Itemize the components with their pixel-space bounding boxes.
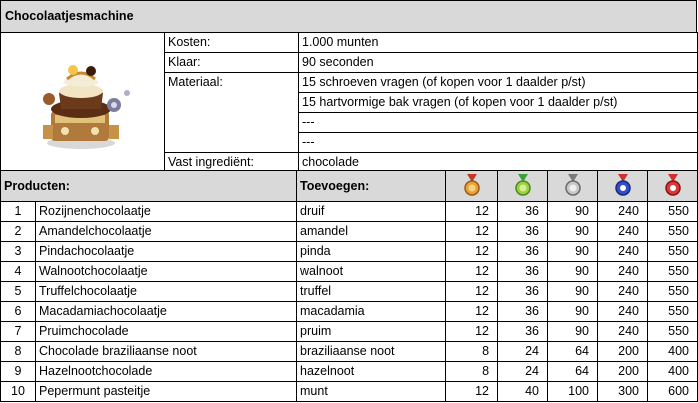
red-medal-icon <box>665 174 681 200</box>
medal-quantity: 64 <box>548 342 598 362</box>
table-row <box>1 262 698 282</box>
medal-quantity: 550 <box>648 242 698 262</box>
medal-quantity: 36 <box>498 222 548 242</box>
table-row <box>1 202 698 222</box>
row-number: 4 <box>1 262 36 282</box>
material-2: 15 hartvormige bak vragen (of kopen voor 1 daalder p/st) <box>299 93 698 113</box>
product-addition: pinda <box>297 242 446 262</box>
blue-medal-icon <box>615 174 631 200</box>
page-title: Chocolaatjesmachine <box>0 0 697 33</box>
product-addition: druif <box>297 202 446 222</box>
fixed-ingredient-value: chocolade <box>299 153 698 173</box>
silver-medal-header <box>548 171 598 202</box>
medal-quantity: 24 <box>498 362 548 382</box>
medal-quantity: 36 <box>498 322 548 342</box>
product-addition: truffel <box>297 282 446 302</box>
cost-label: Kosten: <box>165 33 299 53</box>
material-1: 15 schroeven vragen (of kopen voor 1 daalder p/st) <box>299 73 698 93</box>
medal-quantity: 12 <box>446 322 498 342</box>
medal-quantity: 90 <box>548 302 598 322</box>
red-medal-header <box>648 171 698 202</box>
medal-quantity: 240 <box>598 322 648 342</box>
medal-quantity: 24 <box>498 342 548 362</box>
medal-quantity: 12 <box>446 302 498 322</box>
medal-quantity: 36 <box>498 202 548 222</box>
product-name: Pruimchocolade <box>36 322 297 342</box>
medal-quantity: 36 <box>498 262 548 282</box>
cost-value: 1.000 munten <box>299 33 698 53</box>
product-addition: braziliaanse noot <box>297 342 446 362</box>
table-row <box>1 302 698 322</box>
medal-quantity: 12 <box>446 242 498 262</box>
medal-quantity: 8 <box>446 342 498 362</box>
table-row <box>1 362 698 382</box>
medal-quantity: 550 <box>648 282 698 302</box>
blue-medal-header <box>598 171 648 202</box>
silver-medal-icon <box>565 174 581 200</box>
product-name: Walnootchocolaatje <box>36 262 297 282</box>
row-number: 5 <box>1 282 36 302</box>
material-label: Materiaal: <box>165 73 299 153</box>
medal-quantity: 8 <box>446 362 498 382</box>
medal-quantity: 600 <box>648 382 698 402</box>
product-name: Amandelchocolaatje <box>36 222 297 242</box>
product-name: Pindachocolaatje <box>36 242 297 262</box>
medal-quantity: 100 <box>548 382 598 402</box>
row-number: 8 <box>1 342 36 362</box>
product-addition: amandel <box>297 222 446 242</box>
medal-quantity: 240 <box>598 302 648 322</box>
medal-quantity: 90 <box>548 222 598 242</box>
table-row <box>1 222 698 242</box>
material-3: --- <box>299 113 698 133</box>
row-number: 3 <box>1 242 36 262</box>
products-body <box>1 202 698 402</box>
green-medal-icon <box>515 174 531 200</box>
medal-quantity: 400 <box>648 342 698 362</box>
table-row <box>1 322 698 342</box>
product-addition: macadamia <box>297 302 446 322</box>
products-table <box>0 170 698 402</box>
medal-quantity: 64 <box>548 362 598 382</box>
medal-quantity: 90 <box>548 282 598 302</box>
medal-quantity: 300 <box>598 382 648 402</box>
ready-label: Klaar: <box>165 53 299 73</box>
medal-quantity: 12 <box>446 382 498 402</box>
medal-quantity: 400 <box>648 362 698 382</box>
product-name: Pepermunt pasteitje <box>36 382 297 402</box>
medal-quantity: 36 <box>498 302 548 322</box>
medal-quantity: 240 <box>598 282 648 302</box>
chocolate-machine-icon <box>1 33 163 166</box>
medal-quantity: 200 <box>598 342 648 362</box>
product-addition: munt <box>297 382 446 402</box>
material-4: --- <box>299 133 698 153</box>
medal-quantity: 12 <box>446 262 498 282</box>
row-number: 10 <box>1 382 36 402</box>
machine-image-cell <box>1 33 165 173</box>
medal-quantity: 240 <box>598 242 648 262</box>
medal-quantity: 240 <box>598 202 648 222</box>
medal-quantity: 200 <box>598 362 648 382</box>
row-number: 1 <box>1 202 36 222</box>
bronze-medal-icon <box>464 174 480 200</box>
medal-quantity: 12 <box>446 202 498 222</box>
product-name: Rozijnenchocolaatje <box>36 202 297 222</box>
table-row <box>1 382 698 402</box>
medal-quantity: 40 <box>498 382 548 402</box>
medal-quantity: 550 <box>648 222 698 242</box>
medal-quantity: 550 <box>648 302 698 322</box>
products-header: Producten: <box>1 171 297 202</box>
medal-quantity: 90 <box>548 202 598 222</box>
add-header: Toevoegen: <box>297 171 446 202</box>
product-name: Hazelnootchocolade <box>36 362 297 382</box>
table-row <box>1 342 698 362</box>
table-row <box>1 282 698 302</box>
row-number: 6 <box>1 302 36 322</box>
row-number: 9 <box>1 362 36 382</box>
bronze-medal-header <box>446 171 498 202</box>
medal-quantity: 12 <box>446 222 498 242</box>
medal-quantity: 550 <box>648 262 698 282</box>
medal-quantity: 240 <box>598 222 648 242</box>
row-number: 2 <box>1 222 36 242</box>
medal-quantity: 550 <box>648 322 698 342</box>
medal-quantity: 90 <box>548 242 598 262</box>
green-medal-header <box>498 171 548 202</box>
machine-info-table <box>0 32 698 173</box>
product-name: Truffelchocolaatje <box>36 282 297 302</box>
medal-quantity: 550 <box>648 202 698 222</box>
product-name: Macadamiachocolaatje <box>36 302 297 322</box>
medal-quantity: 90 <box>548 322 598 342</box>
fixed-ingredient-label: Vast ingrediënt: <box>165 153 299 173</box>
medal-quantity: 36 <box>498 282 548 302</box>
medal-quantity: 90 <box>548 262 598 282</box>
medal-quantity: 12 <box>446 282 498 302</box>
product-addition: pruim <box>297 322 446 342</box>
product-addition: walnoot <box>297 262 446 282</box>
ready-value: 90 seconden <box>299 53 698 73</box>
product-name: Chocolade braziliaanse noot <box>36 342 297 362</box>
table-row <box>1 242 698 262</box>
medal-quantity: 240 <box>598 262 648 282</box>
product-addition: hazelnoot <box>297 362 446 382</box>
row-number: 7 <box>1 322 36 342</box>
medal-quantity: 36 <box>498 242 548 262</box>
